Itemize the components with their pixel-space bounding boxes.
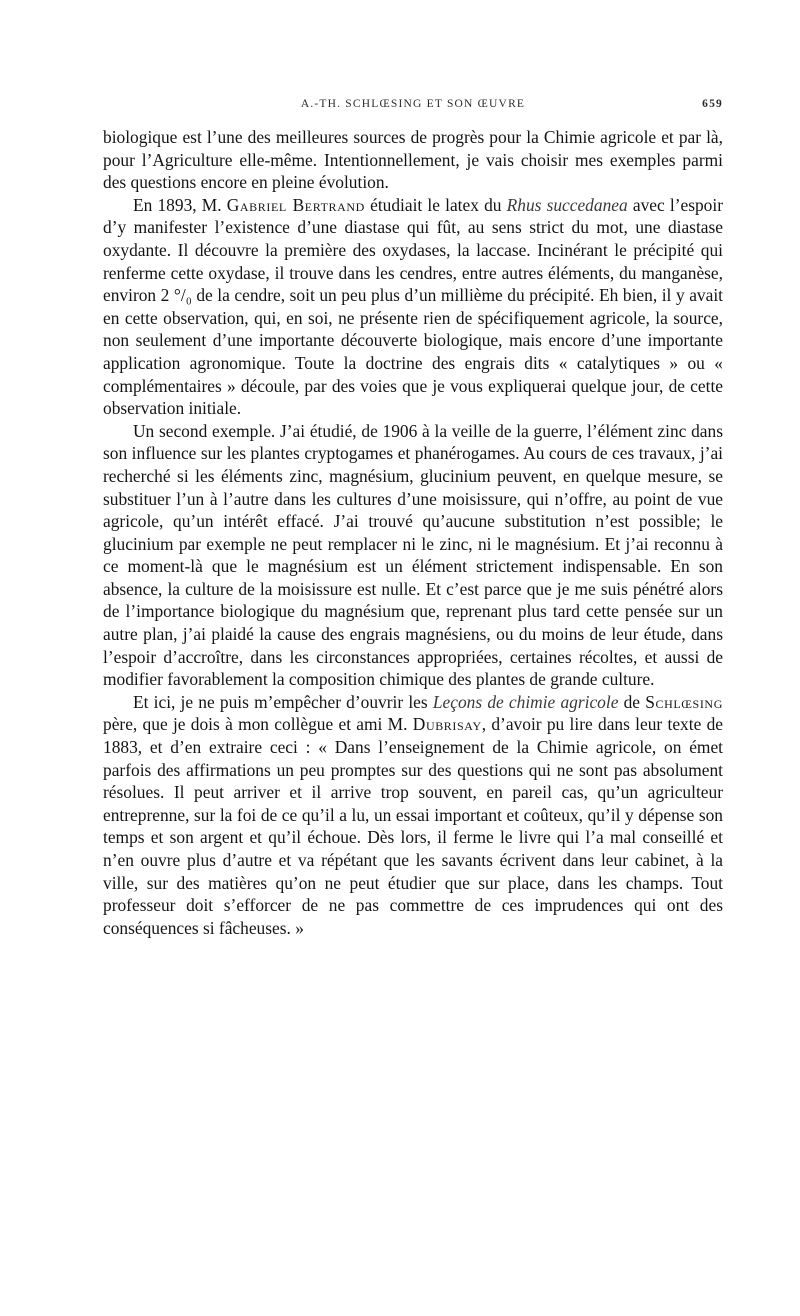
paragraph-2-text-a: En 1893, M. [133, 194, 227, 215]
paragraph-4-text-b: de [618, 691, 646, 712]
paragraph-2 [103, 194, 723, 420]
running-head-title: A.-TH. SCHLŒSING ET SON ŒUVRE [300, 98, 526, 110]
paragraph-2-text-b: étudiait le latex du [364, 194, 507, 215]
paragraph-4-text-c: père, que je dois à mon collègue et ami M. [103, 714, 413, 735]
paragraph-4 [103, 691, 723, 940]
paragraph-1 [103, 126, 723, 194]
paragraph-4-text-d: , d’avoir pu lire dans leur texte de 1883, et d’en extraire ceci : « Dans l’enseignement de la Chimie agricole, on émet parfois des affirmations un peu promptes sur des questions qui ne sont pas absolument résolues. Il peut arriver et il arrive trop souvent, en pareil cas, qu’un agriculteur entreprenne, sur la foi de ce qu’il a lu, un essai important et coûteux, qu’il y dépense son temps et son argent et qu’il échoue. Dès lors, il ferme le livre qui l’a mal conseillé et n’en ouvre plus d’autre et va répétant que les savants écrivent dans leur cabinet, à la ville, sur des matières qu’on ne peut étudier que sur place, dans les champs. Tout professeur doit s’efforcer de ne pas commettre de ces imprudences qui ont des conséquences si fâcheuses. » [103, 714, 723, 938]
paragraph-1-text: biologique est l’une des meilleures sources de progrès pour la Chimie agricole et par là, pour l’Agriculture elle-même. Intentionnellement, je vais choisir mes exemples parmi des questions encore en pleine évolution. [103, 127, 723, 193]
paragraph-4-text-a: Et ici, je ne puis m’empêcher d’ouvrir les [133, 691, 433, 712]
latin-species-name: Rhus succedanea [506, 194, 628, 215]
author-name-bertrand: Gabriel Bertrand [226, 194, 365, 215]
paragraph-3 [103, 420, 723, 691]
body-text [103, 126, 723, 939]
author-name-schloesing: Schlœsing [645, 691, 723, 712]
paragraph-3-text: Un second exemple. J’ai étudié, de 1906 à la veille de la guerre, l’élément zinc dans son influence sur les plantes cryptogames et phanérogames. Au cours de ces travaux, j’ai recherché si les éléments zinc, magnésium, glucinium peuvent, en quelque mesure, se substituer l’un à l’autre dans les cultures d’une moisissure, qui n’offre, au point de vue agricole, qu’un intérêt effacé. J’ai trouvé qu’aucune substitution n’est possible; le glucinium par exemple ne peut remplacer ni le zinc, ni le magnésium. Et j’ai reconnu à ce moment-là que le magnésium est un élément strictement indispensable. En son absence, la culture de la moisissure est nulle. Et c’est parce que je me suis pénétré alors de l’importance biologique du magnésium que, reprenant plus tard cette pensée sur un autre plan, j’ai plaidé la cause des engrais magnésiens, ou du moins de leur étude, dans l’espoir d’accroître, dans les circonstances appropriées, certaines récoltes, et aussi de modifier favorablement la composition chimique des plantes de grande culture. [103, 420, 723, 690]
page-number: 659 [702, 98, 723, 110]
paragraph-2-text-c: avec l’espoir d’y manifester l’existence d’une diastase qui fût, au sens strict du mot, une diastase oxydante. Il découvre la première des oxydases, la laccase. Incinérant le précipité qui renferme cette oxydase, il trouve dans les cendres, entre autres éléments, du manganèse, environ 2 °/₀ de la cendre, soit un peu plus d’un millième du précipité. Eh bien, il y avait en cette observation, qui, en soi, ne présente rien de spécifiquement agricole, la source, non seulement d’une importante découverte biologique, mais encore d’une importante application agronomique. Toute la doctrine des engrais dits « catalytiques » ou « complémentaires » découle, par des voies que je vous expliquerai quelque jour, de cette observation initiale. [103, 194, 723, 419]
author-name-dubrisay: Dubrisay [412, 714, 482, 735]
running-head [103, 98, 723, 118]
book-title: Leçons de chimie agricole [432, 691, 619, 712]
